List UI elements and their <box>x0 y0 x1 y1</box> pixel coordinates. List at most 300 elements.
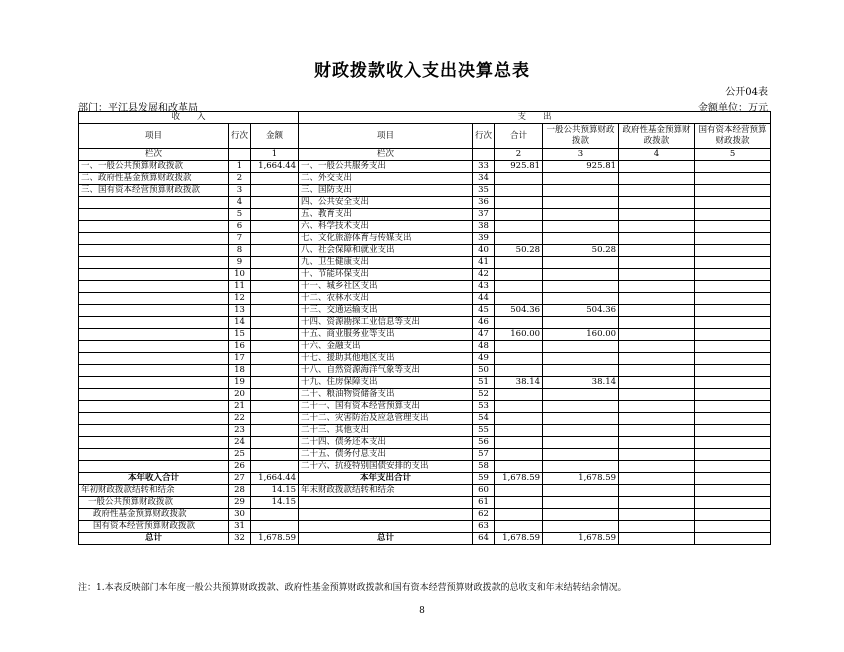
carryover-total <box>495 497 543 509</box>
carryover-income-amount: 14.15 <box>251 485 299 497</box>
income-item-cell: 三、国有资本经营预算财政拨款 <box>79 185 229 197</box>
expense-item-cell: 二十、粮油物资储备支出 <box>299 389 473 401</box>
general-budget-cell <box>543 197 619 209</box>
income-amount-cell <box>251 401 299 413</box>
expense-item-cell: 九、卫生健康支出 <box>299 257 473 269</box>
carryover-income-item: 国有资本经营预算财政拨款 <box>79 521 229 533</box>
income-line-no-cell: 7 <box>229 233 251 245</box>
fund-budget-cell <box>619 269 695 281</box>
income-amount-cell <box>251 341 299 353</box>
total-cell <box>495 281 543 293</box>
expense-line-no-cell: 51 <box>473 377 495 389</box>
income-amount-cell <box>251 353 299 365</box>
table-row <box>79 389 771 401</box>
general-budget-cell <box>543 185 619 197</box>
income-item-cell <box>79 389 229 401</box>
total-cell <box>495 257 543 269</box>
expense-line-no-cell: 42 <box>473 269 495 281</box>
carryover-fund <box>619 497 695 509</box>
expense-line-no-cell: 52 <box>473 389 495 401</box>
total-cell <box>495 353 543 365</box>
general-budget-cell <box>543 425 619 437</box>
income-amount-cell <box>251 281 299 293</box>
carryover-row <box>79 509 771 521</box>
state-capital-cell <box>695 413 771 425</box>
expense-item-cell: 十六、金融支出 <box>299 341 473 353</box>
fund-budget-cell <box>619 341 695 353</box>
carryover-income-line-no: 31 <box>229 521 251 533</box>
income-subtotal-line-no: 27 <box>229 473 251 485</box>
income-item-cell <box>79 377 229 389</box>
income-line-no-cell: 18 <box>229 365 251 377</box>
carryover-expense-line-no: 60 <box>473 485 495 497</box>
income-amount-cell <box>251 425 299 437</box>
table-row <box>79 401 771 413</box>
subtotal-total: 1,678.59 <box>495 473 543 485</box>
expense-line-no-cell: 46 <box>473 317 495 329</box>
income-line-no-cell: 1 <box>229 161 251 173</box>
income-line-no-cell: 23 <box>229 425 251 437</box>
income-item-cell <box>79 341 229 353</box>
fund-budget-cell <box>619 233 695 245</box>
state-capital-cell <box>695 389 771 401</box>
income-amount-cell <box>251 437 299 449</box>
fund-budget-cell <box>619 425 695 437</box>
expense-item-cell: 二十一、国有资本经营预算支出 <box>299 401 473 413</box>
income-line-no-cell: 2 <box>229 173 251 185</box>
expense-subtotal-label: 本年支出合计 <box>299 473 473 485</box>
table-row <box>79 329 771 341</box>
expense-item-cell: 十八、自然资源海洋气象等支出 <box>299 365 473 377</box>
expense-line-no-cell: 36 <box>473 197 495 209</box>
report-title: 财政拨款收入支出决算总表 <box>314 61 530 81</box>
total-cell <box>495 185 543 197</box>
income-item-cell <box>79 425 229 437</box>
state-capital-cell <box>695 365 771 377</box>
income-item-cell <box>79 269 229 281</box>
expense-item-cell: 十二、农林水支出 <box>299 293 473 305</box>
page-number: 8 <box>419 606 425 616</box>
fund-budget-cell <box>619 245 695 257</box>
income-amount-cell <box>251 269 299 281</box>
expense-line-no-cell: 34 <box>473 173 495 185</box>
total-cell <box>495 293 543 305</box>
income-item-cell <box>79 401 229 413</box>
fund-budget-cell <box>619 365 695 377</box>
general-budget-cell: 50.28 <box>543 245 619 257</box>
carryover-fund <box>619 509 695 521</box>
general-budget-cell: 504.36 <box>543 305 619 317</box>
fund-budget-cell <box>619 329 695 341</box>
expense-grand-total-label: 总计 <box>299 533 473 545</box>
carryover-income-item: 政府性基金预算财政拨款 <box>79 509 229 521</box>
income-line-no-blank <box>229 149 251 161</box>
carryover-fund <box>619 521 695 533</box>
general-budget-cell <box>543 293 619 305</box>
income-subtotal-amount: 1,664.44 <box>251 473 299 485</box>
expense-item-cell: 二十六、抗疫特别国债安排的支出 <box>299 461 473 473</box>
state-capital-cell <box>695 161 771 173</box>
total-cell <box>495 233 543 245</box>
expense-line-no-cell: 40 <box>473 245 495 257</box>
carryover-state <box>695 497 771 509</box>
grand-total-total: 1,678.59 <box>495 533 543 545</box>
expense-item-cell: 三、国防支出 <box>299 185 473 197</box>
total-header: 合计 <box>495 124 543 149</box>
carryover-total <box>495 521 543 533</box>
table-row <box>79 437 771 449</box>
income-column-label: 栏次 <box>79 149 229 161</box>
table-row <box>79 233 771 245</box>
expense-line-no-cell: 50 <box>473 365 495 377</box>
income-amount-cell <box>251 461 299 473</box>
total-cell: 38.14 <box>495 377 543 389</box>
expense-line-no-cell: 44 <box>473 293 495 305</box>
income-amount-cell <box>251 209 299 221</box>
carryover-state <box>695 509 771 521</box>
table-row <box>79 293 771 305</box>
fund-budget-cell <box>619 161 695 173</box>
carryover-expense-line-no: 63 <box>473 521 495 533</box>
income-amount-header: 金额 <box>251 124 299 149</box>
income-line-no-cell: 21 <box>229 401 251 413</box>
expense-item-cell: 六、科学技术支出 <box>299 221 473 233</box>
total-cell <box>495 209 543 221</box>
general-budget-cell <box>543 449 619 461</box>
expense-column-label: 栏次 <box>299 149 473 161</box>
footnote: 注：1.本表反映部门本年度一般公共预算财政拨款、政府性基金预算财政拨款和国有资本经营预算财政拨款的总收支和年末结转结余情况。 <box>78 583 627 593</box>
carryover-total <box>495 485 543 497</box>
table-row <box>79 413 771 425</box>
amount-unit-label: 金额单位：万元 <box>698 103 768 114</box>
carryover-fund <box>619 485 695 497</box>
table-row <box>79 341 771 353</box>
expense-item-cell: 二十五、债务付息支出 <box>299 449 473 461</box>
carryover-general <box>543 485 619 497</box>
fund-budget-cell <box>619 317 695 329</box>
income-item-cell <box>79 365 229 377</box>
expense-line-no-cell: 33 <box>473 161 495 173</box>
income-line-no-cell: 20 <box>229 389 251 401</box>
carryover-expense-item <box>299 509 473 521</box>
carryover-general <box>543 521 619 533</box>
expense-line-no-cell: 39 <box>473 233 495 245</box>
total-cell <box>495 173 543 185</box>
subtotal-fund <box>619 473 695 485</box>
income-line-no-cell: 14 <box>229 317 251 329</box>
income-item-cell <box>79 305 229 317</box>
income-item-cell <box>79 449 229 461</box>
fund-budget-cell <box>619 437 695 449</box>
expense-line-no-cell: 37 <box>473 209 495 221</box>
carryover-expense-line-no: 61 <box>473 497 495 509</box>
column-number-3: 3 <box>543 149 619 161</box>
carryover-income-item: 年初财政拨款结转和结余 <box>79 485 229 497</box>
grand-total-fund <box>619 533 695 545</box>
income-line-no-cell: 13 <box>229 305 251 317</box>
income-amount-cell <box>251 317 299 329</box>
expense-item-header: 项目 <box>299 124 473 149</box>
carryover-income-amount: 14.15 <box>251 497 299 509</box>
income-line-no-cell: 22 <box>229 413 251 425</box>
expense-item-cell: 二十四、债务还本支出 <box>299 437 473 449</box>
income-line-no-cell: 5 <box>229 209 251 221</box>
table-row <box>79 377 771 389</box>
table-row <box>79 221 771 233</box>
total-cell: 504.36 <box>495 305 543 317</box>
carryover-row <box>79 497 771 509</box>
table-row <box>79 317 771 329</box>
table-row <box>79 461 771 473</box>
general-budget-cell <box>543 233 619 245</box>
expense-line-no-blank <box>473 149 495 161</box>
state-capital-cell <box>695 449 771 461</box>
total-cell <box>495 437 543 449</box>
general-budget-cell <box>543 389 619 401</box>
subtotal-general: 1,678.59 <box>543 473 619 485</box>
expense-line-no-cell: 38 <box>473 221 495 233</box>
fund-budget-cell <box>619 281 695 293</box>
carryover-general <box>543 497 619 509</box>
fund-budget-cell <box>619 449 695 461</box>
fund-budget-cell <box>619 209 695 221</box>
table-row <box>79 161 771 173</box>
income-line-no-cell: 26 <box>229 461 251 473</box>
income-amount-cell <box>251 305 299 317</box>
income-amount-cell <box>251 245 299 257</box>
expense-line-no-cell: 58 <box>473 461 495 473</box>
fund-budget-cell <box>619 389 695 401</box>
expense-item-cell: 四、公共安全支出 <box>299 197 473 209</box>
fund-budget-cell <box>619 221 695 233</box>
state-capital-cell <box>695 257 771 269</box>
expense-item-cell: 五、教育支出 <box>299 209 473 221</box>
column-number-2: 2 <box>495 149 543 161</box>
income-grand-total-line-no: 32 <box>229 533 251 545</box>
expense-line-no-cell: 49 <box>473 353 495 365</box>
column-number-5: 5 <box>695 149 771 161</box>
fiscal-summary-table <box>78 111 771 545</box>
grand-total-general: 1,678.59 <box>543 533 619 545</box>
income-amount-cell <box>251 293 299 305</box>
income-item-cell <box>79 281 229 293</box>
column-number-1: 1 <box>251 149 299 161</box>
state-capital-cell <box>695 401 771 413</box>
income-line-no-cell: 12 <box>229 293 251 305</box>
state-capital-cell <box>695 341 771 353</box>
table-row <box>79 365 771 377</box>
income-item-cell <box>79 437 229 449</box>
fund-budget-cell <box>619 353 695 365</box>
fund-budget-cell <box>619 461 695 473</box>
general-budget-header: 一般公共预算财政拨款 <box>543 124 619 149</box>
carryover-income-line-no: 29 <box>229 497 251 509</box>
expense-line-no-header: 行次 <box>473 124 495 149</box>
column-number-4: 4 <box>619 149 695 161</box>
carryover-expense-item <box>299 497 473 509</box>
income-line-no-cell: 9 <box>229 257 251 269</box>
income-item-cell <box>79 317 229 329</box>
expense-line-no-cell: 48 <box>473 341 495 353</box>
subtotal-state <box>695 473 771 485</box>
income-item-cell <box>79 257 229 269</box>
expense-line-no-cell: 47 <box>473 329 495 341</box>
income-line-no-cell: 8 <box>229 245 251 257</box>
income-amount-cell <box>251 257 299 269</box>
carryover-income-line-no: 30 <box>229 509 251 521</box>
carryover-income-amount <box>251 509 299 521</box>
general-budget-cell <box>543 257 619 269</box>
fund-budget-cell <box>619 257 695 269</box>
carryover-expense-item <box>299 521 473 533</box>
table-row <box>79 245 771 257</box>
expense-line-no-cell: 54 <box>473 413 495 425</box>
income-item-cell <box>79 245 229 257</box>
income-amount-cell <box>251 185 299 197</box>
state-capital-cell <box>695 185 771 197</box>
income-line-no-cell: 17 <box>229 353 251 365</box>
income-item-cell <box>79 209 229 221</box>
state-capital-cell <box>695 353 771 365</box>
total-cell <box>495 413 543 425</box>
expense-item-cell: 七、文化旅游体育与传媒支出 <box>299 233 473 245</box>
income-line-no-cell: 3 <box>229 185 251 197</box>
income-line-no-cell: 16 <box>229 341 251 353</box>
state-capital-cell <box>695 221 771 233</box>
expense-item-cell: 十九、住房保障支出 <box>299 377 473 389</box>
total-cell: 50.28 <box>495 245 543 257</box>
general-budget-cell <box>543 269 619 281</box>
income-header: 收 入 <box>79 112 299 124</box>
expense-line-no-cell: 56 <box>473 437 495 449</box>
fund-budget-cell <box>619 173 695 185</box>
income-item-header: 项目 <box>79 124 229 149</box>
table-row <box>79 281 771 293</box>
carryover-row <box>79 485 771 497</box>
general-budget-cell <box>543 173 619 185</box>
income-item-cell: 二、政府性基金预算财政拨款 <box>79 173 229 185</box>
general-budget-cell <box>543 341 619 353</box>
income-amount-cell <box>251 449 299 461</box>
fund-budget-cell <box>619 377 695 389</box>
carryover-total <box>495 509 543 521</box>
fund-budget-cell <box>619 305 695 317</box>
income-item-cell <box>79 329 229 341</box>
income-item-cell <box>79 353 229 365</box>
table-row <box>79 425 771 437</box>
table-row <box>79 269 771 281</box>
fund-budget-cell <box>619 401 695 413</box>
income-line-no-header: 行次 <box>229 124 251 149</box>
general-budget-cell <box>543 281 619 293</box>
income-item-cell <box>79 293 229 305</box>
general-budget-cell <box>543 317 619 329</box>
expense-item-cell: 十五、商业服务业等支出 <box>299 329 473 341</box>
total-cell <box>495 317 543 329</box>
fund-budget-header: 政府性基金预算财政拨款 <box>619 124 695 149</box>
income-item-cell: 一、一般公共预算财政拨款 <box>79 161 229 173</box>
total-cell <box>495 401 543 413</box>
expense-item-cell: 十七、援助其他地区支出 <box>299 353 473 365</box>
expense-header: 支 出 <box>299 112 771 124</box>
table-row <box>79 197 771 209</box>
table-row <box>79 353 771 365</box>
table-row <box>79 173 771 185</box>
income-grand-total-amount: 1,678.59 <box>251 533 299 545</box>
expense-line-no-cell: 57 <box>473 449 495 461</box>
expense-line-no-cell: 35 <box>473 185 495 197</box>
state-capital-cell <box>695 197 771 209</box>
expense-item-cell: 八、社会保障和就业支出 <box>299 245 473 257</box>
income-item-cell <box>79 197 229 209</box>
expense-item-cell: 一、一般公共服务支出 <box>299 161 473 173</box>
general-budget-cell <box>543 413 619 425</box>
expense-item-cell: 十、节能环保支出 <box>299 269 473 281</box>
income-amount-cell: 1,664.44 <box>251 161 299 173</box>
carryover-state <box>695 521 771 533</box>
expense-item-cell: 二十三、其他支出 <box>299 425 473 437</box>
table-row <box>79 449 771 461</box>
expense-line-no-cell: 55 <box>473 425 495 437</box>
table-row <box>79 185 771 197</box>
income-line-no-cell: 10 <box>229 269 251 281</box>
income-amount-cell <box>251 221 299 233</box>
state-capital-header: 国有资本经营预算财政拨款 <box>695 124 771 149</box>
expense-item-cell: 十一、城乡社区支出 <box>299 281 473 293</box>
total-cell <box>495 341 543 353</box>
income-amount-cell <box>251 389 299 401</box>
carryover-expense-line-no: 62 <box>473 509 495 521</box>
expense-line-no-cell: 43 <box>473 281 495 293</box>
total-cell <box>495 389 543 401</box>
total-cell <box>495 461 543 473</box>
carryover-income-amount <box>251 521 299 533</box>
general-budget-cell: 925.81 <box>543 161 619 173</box>
expense-item-cell: 二十二、灾害防治及应急管理支出 <box>299 413 473 425</box>
expense-line-no-cell: 53 <box>473 401 495 413</box>
general-budget-cell <box>543 365 619 377</box>
total-cell: 925.81 <box>495 161 543 173</box>
income-line-no-cell: 4 <box>229 197 251 209</box>
expense-line-no-cell: 45 <box>473 305 495 317</box>
income-line-no-cell: 25 <box>229 449 251 461</box>
income-amount-cell <box>251 173 299 185</box>
income-item-cell <box>79 221 229 233</box>
income-amount-cell <box>251 233 299 245</box>
state-capital-cell <box>695 209 771 221</box>
expense-line-no-cell: 41 <box>473 257 495 269</box>
state-capital-cell <box>695 425 771 437</box>
carryover-income-item: 一般公共预算财政拨款 <box>79 497 229 509</box>
general-budget-cell <box>543 401 619 413</box>
fund-budget-cell <box>619 197 695 209</box>
total-cell <box>495 449 543 461</box>
general-budget-cell: 38.14 <box>543 377 619 389</box>
income-item-cell <box>79 233 229 245</box>
income-line-no-cell: 24 <box>229 437 251 449</box>
state-capital-cell <box>695 461 771 473</box>
carryover-general <box>543 509 619 521</box>
table-row <box>79 305 771 317</box>
expense-item-cell: 二、外交支出 <box>299 173 473 185</box>
general-budget-cell <box>543 353 619 365</box>
expense-grand-total-line-no: 64 <box>473 533 495 545</box>
carryover-expense-item: 年末财政拨款结转和结余 <box>299 485 473 497</box>
state-capital-cell <box>695 437 771 449</box>
carryover-income-line-no: 28 <box>229 485 251 497</box>
state-capital-cell <box>695 233 771 245</box>
income-amount-cell <box>251 377 299 389</box>
